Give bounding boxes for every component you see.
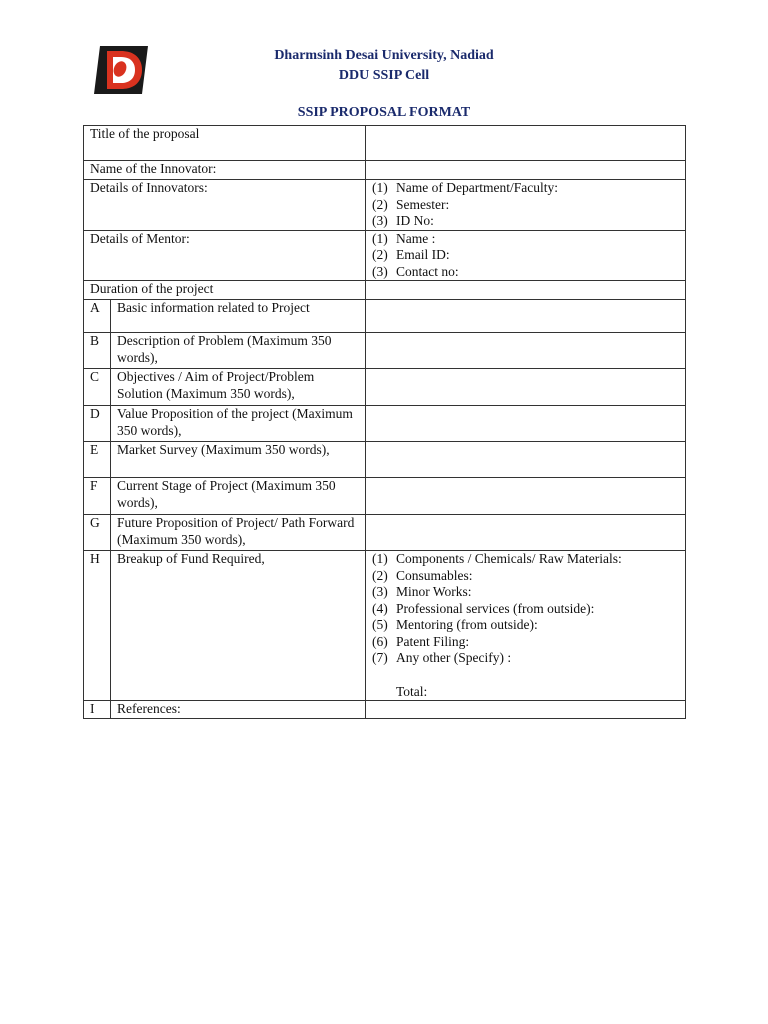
innovators-details-label: Details of Innovators: [84, 180, 366, 231]
university-name: Dharmsinh Desai University, Nadiad [274, 48, 494, 63]
proposal-title-field[interactable] [366, 126, 686, 161]
table-row [84, 406, 686, 442]
list-item: (1) Name of Department/Faculty: [372, 180, 558, 195]
section-letter: B [84, 333, 111, 369]
table-row [84, 551, 686, 701]
list-item: (3) ID No: [372, 213, 434, 228]
list-item: (6) Patent Filing: [372, 633, 470, 649]
innovator-name-label: Name of the Innovator: [84, 161, 366, 180]
list-item: (3) Minor Works: [372, 584, 472, 599]
table-row [84, 333, 686, 369]
section-field[interactable] [366, 300, 686, 333]
section-field[interactable] [366, 478, 686, 515]
proposal-form-table [83, 125, 686, 719]
section-label: References: [111, 701, 366, 719]
mentor-details-field[interactable] [366, 230, 686, 281]
list-item: (5) Mentoring (from outside): [372, 617, 538, 632]
fund-breakup-field[interactable] [366, 551, 686, 701]
section-label: Future Proposition of Project/ Path Forward (Maximum 350 words), [111, 515, 366, 551]
list-item: (2) Email ID: [372, 247, 450, 262]
section-letter: A [84, 300, 111, 333]
section-letter: D [84, 406, 111, 442]
duration-field[interactable] [366, 281, 686, 300]
innovator-name-field[interactable] [366, 161, 686, 180]
table-row [84, 701, 686, 719]
section-field[interactable] [366, 442, 686, 478]
cell-name: DDU SSIP Cell [338, 68, 430, 83]
table-row [84, 230, 686, 281]
section-label: Objectives / Aim of Project/Problem Solution (Maximum 350 words), [111, 369, 366, 406]
duration-label: Duration of the project [84, 281, 366, 300]
section-field[interactable] [366, 515, 686, 551]
section-label: Value Proposition of the project (Maximum 350 words), [111, 406, 366, 442]
section-letter: C [84, 369, 111, 406]
list-item: (4) Professional services (from outside): [372, 600, 595, 616]
table-row [84, 442, 686, 478]
innovators-details-field[interactable] [366, 180, 686, 231]
section-label: Current Stage of Project (Maximum 350 words), [111, 478, 366, 515]
total-label: Total: [396, 683, 428, 699]
section-label: Breakup of Fund Required, [111, 551, 366, 701]
list-item: (1) Components / Chemicals/ Raw Materials: [372, 551, 622, 566]
section-letter: H [84, 551, 111, 701]
list-item: (7) Any other (Specify) : [372, 650, 512, 665]
section-field[interactable] [366, 333, 686, 369]
table-row [84, 161, 686, 180]
section-field[interactable] [366, 369, 686, 406]
section-letter: I [84, 701, 111, 719]
section-letter: F [84, 478, 111, 515]
form-title: SSIP PROPOSAL FORMAT [297, 105, 471, 120]
section-label: Description of Problem (Maximum 350 words), [111, 333, 366, 369]
table-row [84, 369, 686, 406]
list-item: (2) Semester: [372, 196, 450, 212]
section-field[interactable] [366, 701, 686, 719]
table-row [84, 180, 686, 231]
mentor-details-label: Details of Mentor: [84, 230, 366, 281]
proposal-title-label: Title of the proposal [84, 126, 366, 161]
list-item: (1) Name : [372, 230, 436, 246]
table-row [84, 281, 686, 300]
table-row [84, 300, 686, 333]
table-row [84, 126, 686, 161]
list-item: (3) Contact no: [372, 263, 459, 279]
section-letter: E [84, 442, 111, 478]
table-row [84, 515, 686, 551]
table-row [84, 478, 686, 515]
section-letter: G [84, 515, 111, 551]
section-field[interactable] [366, 406, 686, 442]
section-label: Market Survey (Maximum 350 words), [111, 442, 366, 478]
list-item: (2) Consumables: [372, 567, 473, 583]
section-label: Basic information related to Project [111, 300, 366, 333]
